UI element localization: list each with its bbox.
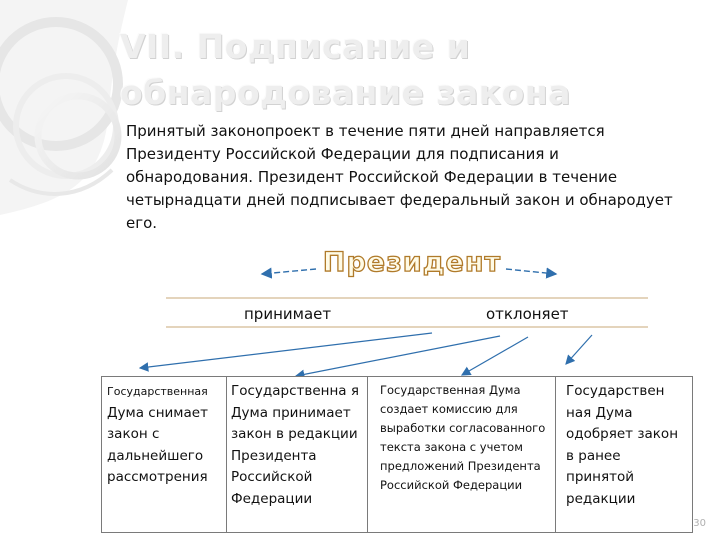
arrow-to-outcome1: [140, 333, 432, 368]
president-heading: Президент: [322, 247, 502, 278]
arrow-left-to-president: [262, 269, 316, 274]
slide-number: 30: [693, 518, 706, 529]
outcome1-first-line: Государственная: [107, 385, 208, 398]
outcome-accept-president-version: Государственна я Дума принимает закон в редакции Президента Российской Федерации: [226, 377, 367, 532]
outcome-approve-previous-version: Государствен ная Дума одобряет закон в ранее принятой редакции: [555, 377, 692, 532]
arrow-right-from-president: [506, 269, 556, 274]
arrow-to-outcome2: [296, 336, 500, 376]
slide-title-line1: VII. Подписание и: [120, 27, 471, 66]
intro-paragraph: Принятый законопроект в течение пяти дней направляется Президенту Российской Федерации для подписания и обнародования. Президент Российской Федерации в течение четырнадцати дней подписывает федеральный закон и обнародует его.: [126, 122, 673, 232]
branch-reject-label: отклоняет: [486, 305, 569, 323]
arrow-to-outcome3: [462, 337, 528, 375]
outcome-remove-law: [102, 377, 226, 532]
branch-accept-label: принимает: [244, 305, 332, 323]
slide-title: [120, 24, 571, 116]
outcome1-text: Дума снимает закон с дальнейшего рассмотрения: [107, 404, 208, 485]
arrow-to-outcome4: [566, 335, 592, 364]
slide-title-line2: обнародование закона: [120, 73, 571, 112]
outcomes-table: [101, 376, 693, 533]
outcome-create-commission: Государственная Дума создает комиссию для выработки согласованного текста закона с учетом предложений Президента Российской Федерации: [367, 377, 555, 532]
